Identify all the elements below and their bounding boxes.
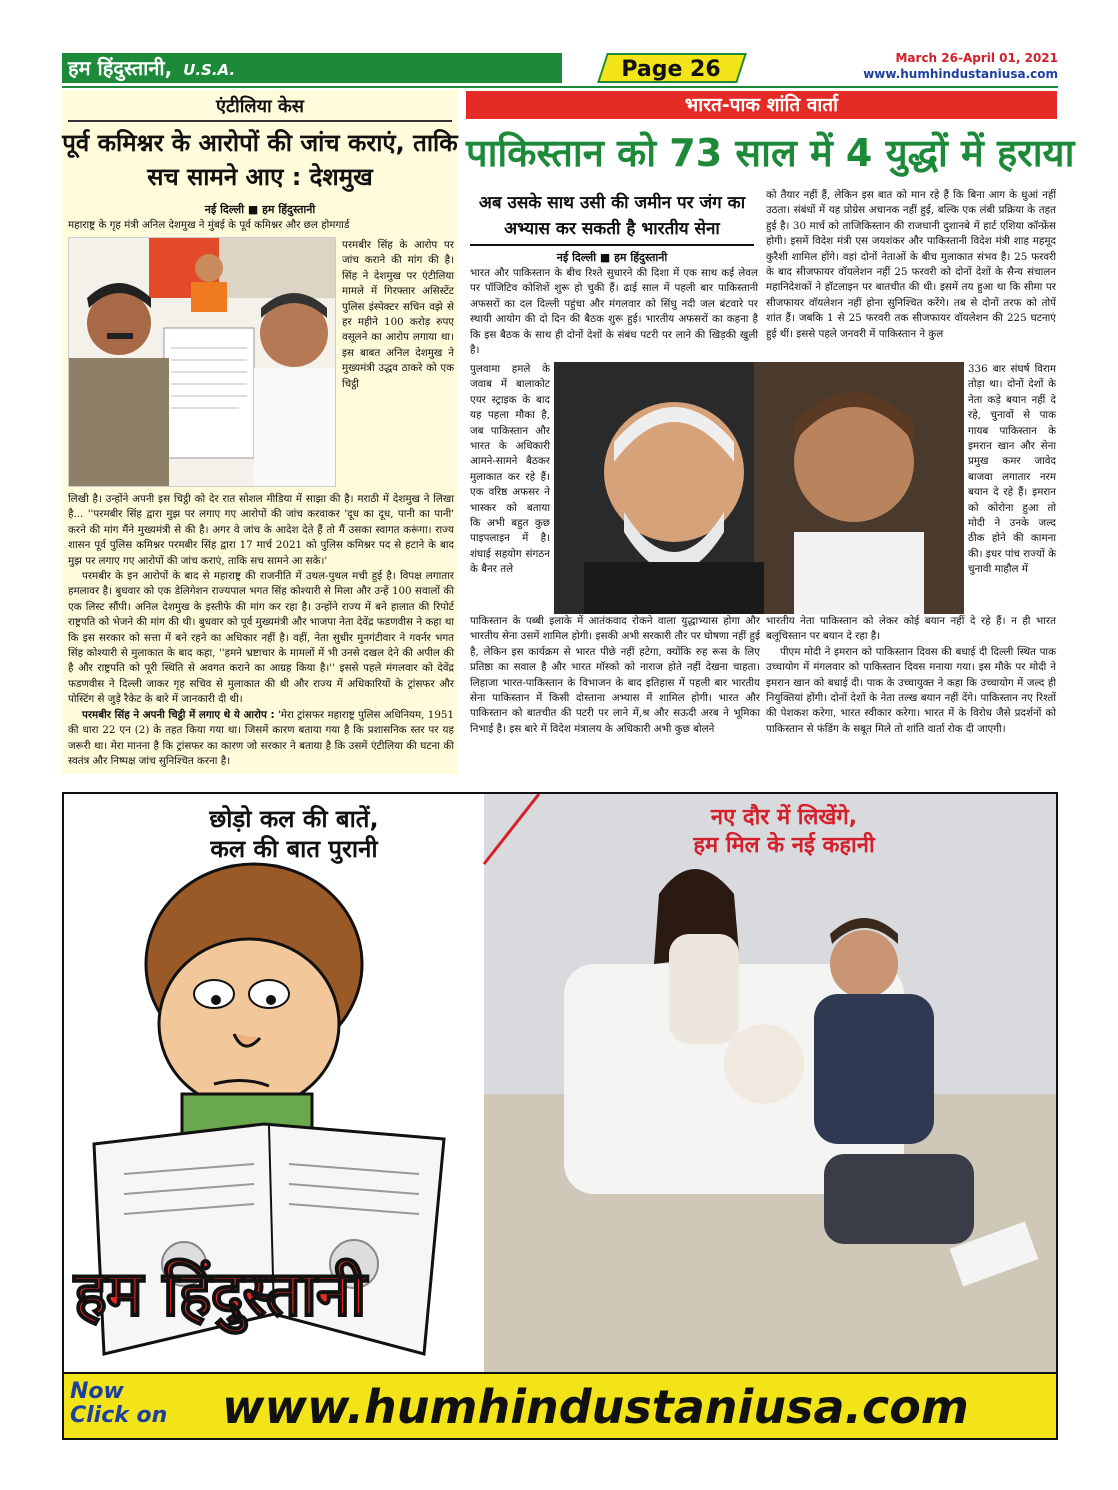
masthead-website[interactable]: www.humhindustaniusa.com <box>863 67 1058 81</box>
paragraph-text: 'मेरा ट्रांसफर महाराष्ट्र पुलिस अधिनियम, 1951 की धारा 22 एन (2) के तहत किया गया था। जिसमें कारण बताया गया है कि प्रशासनिक स्तर पर यह जरूरी था। मेरा मानना है कि ट्रांसफर का कारण जो सरकार ने बताया है कि उसमें एंटीलिया की घटना की स्वतंत्र और निष्पक्ष जांच सुनिश्चित करना है। <box>68 708 454 767</box>
peace-talks-col1-narrow: पुलवामा हमले के जवाब में बालाकोट एयर स्ट्राइक के बाद यह पहला मौका है, जब पाकिस्तान और भारत के अधिकारी आमने-सामने बैठकर मुलाकात कर रहे हैं। एक वरिष्ठ अफसर ने भास्कर को बताया कि अभी बहुत कुछ पाइपलाइन में है। शंघाई सहयोग संगठन के बैनर तले <box>470 363 550 576</box>
masthead-title: हम हिंदुस्तानी, <box>68 56 173 80</box>
ad-brand-logo: हम हिंदुस्तानी <box>74 1257 366 1330</box>
masthead <box>62 50 1058 86</box>
masthead-title-bar <box>62 53 562 83</box>
masthead-region: U.S.A. <box>183 61 236 79</box>
peace-talks-headline: पाकिस्तान को 73 साल में 4 युद्धों में हराया <box>466 131 1075 175</box>
article-intro: महाराष्ट्र के गृह मंत्री अनिल देशमुख ने मुंबई के पूर्व कमिश्नर और छल होमगार्ड <box>68 219 350 231</box>
article-dateline: नई दिल्ली ■ हम हिंदुस्तानी <box>204 203 316 216</box>
page-number: Page 26 <box>621 57 722 82</box>
peace-talks-subheadline: अब उसके साथ उसी की जमीन पर जंग का अभ्यास कर सकती है भारतीय सेना <box>478 193 746 239</box>
masthead-info <box>863 50 1058 82</box>
ad-slogan-right-line2: हम मिल के नई कहानी <box>693 833 875 858</box>
peace-talks-col2-narrow: 336 बार संघर्ष विराम तोड़ा था। दोनों देशों के नेता कड़े बयान नहीं दे रहे, चुनावों से पाक गायब पाकिस्तान के इमरान खान और सेना प्रमुख कमर जावेद बाजवा लगातार नरम बयान दे रहे हैं। इमरान को कोरोना हुआ तो मोदी ने उनके जल्द ठीक होने की कामना की। इधर पांच राज्यों के चुनावी माहौल में <box>968 363 1056 576</box>
subheadline-divider <box>470 244 754 246</box>
paragraph-lead: परमबीर सिंह ने अपनी चिट्ठी में लगाए थे ये आरोप : <box>82 708 275 721</box>
ad-cta-bar[interactable] <box>64 1372 1058 1438</box>
ad-cta-now: Now <box>70 1379 124 1404</box>
kicker-divider <box>68 120 452 122</box>
ad-slogan-left-line2: कल की बात पुरानी <box>210 835 378 863</box>
peace-talks-col2-bottom-wrap <box>766 614 1056 737</box>
antilia-article <box>62 90 458 774</box>
article-kicker: एंटीलिया केस <box>216 96 304 117</box>
leaders-photo <box>554 362 964 614</box>
issue-date: March 26-April 01, 2021 <box>895 51 1058 65</box>
ad-slogan-left-line1: छोड़ो कल की बातें, <box>209 805 379 833</box>
politicians-photo <box>68 237 336 487</box>
ad-cta-label <box>70 1380 167 1428</box>
peace-talks-col2-top: को तैयार नहीं हैं, लेकिन इस बात को मान रहे हैं कि बिना आग के धुआं नहीं उठता। संबंधों में यह प्रोग्रेस अचानक नहीं हुई, बल्कि एक लंबी प्रक्रिया के तहत हुई है। 30 मार्च को ताजिकिस्तान की राजधानी दुशानबे में हार्ट एशिया कॉन्फ्रेंस होगी। इसमें विदेश मंत्री एस जयशंकर और पाकिस्तानी विदेश मंत्री शाह महमूद कुरैशी शामिल होंगे। वहां दोनों नेताओं के बीच मुलाकात संभव है। 25 फरवरी के बाद सीजफायर वॉयलेशन नहीं 25 फरवरी को दोनों देशों के सैन्य संचालन महानिदेशकों ने हॉटलाइन पर बातचीत की थी। इसमें तय हुआ था कि सीमा पर सीजफायर वॉयलेशन नहीं होना सुनिश्चित करेंगे। तब से दोनों तरफ को तोपें शांत हैं। जबकि 1 से 25 फरवरी तक सीजफायर वॉयलेशन की 225 घटनाएं हुई थीं। इससे पहले जनवरी में पाकिस्तान ने कुल <box>766 189 1056 340</box>
article-paragraph <box>68 708 454 770</box>
leaders-photo-art <box>554 362 964 614</box>
peace-talks-dateline: नई दिल्ली ■ हम हिंदुस्तानी <box>556 251 668 264</box>
ad-slogan-right <box>574 804 994 860</box>
peace-talks-col1-top: भारत और पाकिस्तान के बीच रिश्ते सुधारने की दिशा में एक साथ कई लेवल पर पॉजिटिव कोशिशें शुरू हो चुकी हैं। ढाई साल में पहली बार पाकिस्तानी अफसरों का दल दिल्ली पहुंचा और मंगलवार को सिंधु नदी जल बंटवारे पर स्थायी आयोग की दो दिन की बैठक शुरू हुई। भारतीय अफसरों का कहना है कि इस बैठक के साथ ही दोनों देशों के संबंध पटरी पर लाने की खिड़की खुली है। <box>470 267 758 357</box>
article-paragraph: परमबीर के इन आरोपों के बाद से महाराष्ट्र की राजनीति में उथल-पुथल मची हुई है। विपक्ष लगातार हमलावर है। बुधवार को एक डेलिगेशन राज्यपाल भगत सिंह कोश्यारी से मिला और उन्हें 100 सवालों की एक लिस्ट सौंपी। अनिल देशमुख के इस्तीफे की मांग कर रहा है। उन्होंने राज्य में बने हालात की रिपोर्ट राष्ट्रपति को भेजने की मांग की थी। बुधवार को पूर्व मुख्यमंत्री और भाजपा नेता देवेंद्र फडणवीस ने कहा था कि इस सरकार को सत्ता में बने रहने का अधिकार नहीं है। वहीं, नेता सुधीर मुनगंटीवार ने गवर्नर भगत सिंह कोश्यारी से मुलाकात के बाद कहा, ''हमने भ्रष्टाचार के मामलों में भी उनसे दखल देने की अपील की है और राष्ट्रपति को पूरी स्थिति से अवगत कराने का आग्रह किया है।'' इससे पहले मंगलवार को देवेंद्र फडणवीस ने दिल्ली जाकर गृह सचिव से मुलाकात की थी और राज्य में अधिकारियों के ट्रांसफर और पोस्टिंग से जुड़े रैकेट के बारे में जानकारी दी थी। <box>68 570 454 706</box>
article-side-column: परमबीर सिंह के आरोप पर जांच कराने की मांग की है। सिंह ने देशमुख पर एंटीलिया मामले में गिरफ्तार असिस्टेंट पुलिस इंस्पेक्टर सचिन वझे से हर महीने 100 करोड़ रुपए वसूलने का आरोप लगाया था। इस बाबत अनिल देशमुख ने मुख्यमंत्री उद्धव ठाकरे को एक चिट्ठी <box>342 239 454 390</box>
ad-cta-click: Click on <box>70 1403 168 1428</box>
peace-talks-col2-bottom: भारतीय नेता पाकिस्तान को लेकर कोई बयान नहीं दे रहे हैं। न ही भारत बलूचिस्तान पर बयान दे रहा है। <box>766 615 1056 643</box>
article-headline: पूर्व कमिश्नर के आरोपों की जांच कराएं, ताकि सच सामने आए : देशमुख <box>62 129 458 191</box>
peace-talks-col1-bottom: पाकिस्तान के पब्बी इलाके में आतंकवाद रोकने वाला युद्धाभ्यास होगा और भारतीय सेना उसमें शामिल होगी। इसकी अभी सरकारी तौर पर घोषणा नहीं हुई है, लेकिन इस कार्यक्रम से भारत पीछे नहीं हटेगा, क्योंकि रुह रूस के लिए प्रतिष्ठा का सवाल है और भारत मॉस्को को नाराज होते नहीं देखना चाहता। लिहाजा भारत-पाकिस्तान के विभाजन के बाद इतिहास में पहली बार भारतीय सेना पाकिस्तान में किसी दोस्ताना अभ्यास में शामिल होगी। भारत और पाकिस्तान को बातचीत की पटरी पर लाने में,श्र और सऊदी अरब ने भूमिका निभाई है। इस बारे में विदेश मंत्रालय के अधिकारी अभी कुछ बोलने <box>470 615 760 735</box>
peace-talks-col2-bottom-2: पीएम मोदी ने इमरान को पाकिस्तान दिवस की बधाई दी दिल्ली स्थित पाक उच्चायोग में मंगलवार को पाकिस्तान दिवस मनाया गया। इस मौके पर मोदी ने इमरान खान को बधाई दी। पाक के उच्चायुक्त ने कहा कि उच्चायोग में जल्द ही नियुक्तियां होंगी। दोनों देशों के नेता तल्ख बयान नहीं देंगे। पाकिस्तान नए रिश्तों की पेशकश करेगा, भारत स्वीकार करेगा। भारत में के विरोध जैसे प्रदर्शनों को पाकिस्तान से फंडिंग के सबूत मिले तो शांति वार्ता रोक दी जाएगी। <box>766 645 1056 735</box>
newspaper-advertisement[interactable] <box>62 792 1058 1440</box>
politicians-photo-art <box>69 238 336 487</box>
ad-slogan-left <box>114 804 474 864</box>
page-number-badge <box>597 53 747 83</box>
masthead-divider <box>62 86 1058 88</box>
article-paragraph: लिखी है। उन्होंने अपनी इस चिट्ठी को देर रात सोशल मीडिया में साझा की है। मराठी में देशमुख ने लिखा है... ''परमबीर सिंह द्वारा मुझ पर लगाए गए आरोपों की जांच करवाकर 'दूध का दूध, पानी का पानी' करने की मांग मैंने मुख्यमंत्री से की है। अगर वे जांच के आदेश देते हैं तो मैं उसका स्वागत करूंगा। राज्य शासन पूर्व पुलिस कमिश्नर परमबीर सिंह द्वारा 17 मार्च 2021 को पुलिस कमिश्नर पद से हटाने के बाद मुझ पर लगाए गए आरोपों की जांच कराएं, ताकि सच सामने आ सके।' <box>68 493 454 567</box>
ad-website-link[interactable]: www.humhindustaniusa.com <box>222 1380 969 1434</box>
ad-slogan-right-line1: नए दौर में लिखेंगे, <box>710 805 858 830</box>
article-body <box>68 492 454 769</box>
peace-talks-kicker: भारत-पाक शांति वार्ता <box>466 91 1057 119</box>
